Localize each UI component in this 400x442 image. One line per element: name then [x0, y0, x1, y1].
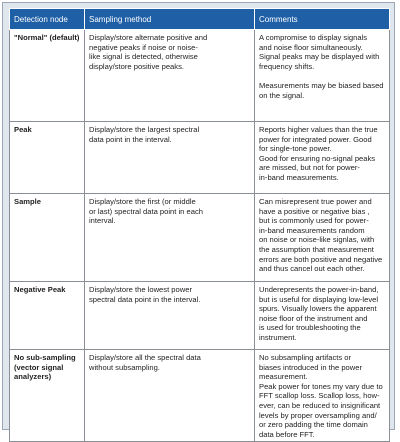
cell-mode: [10, 282, 85, 350]
table-row-sample: [10, 194, 390, 282]
comment-line: data before FFT.: [259, 429, 315, 439]
header-sampling-method: Sampling method: [85, 9, 255, 30]
cell-comments: [255, 122, 390, 194]
comment-line: the assumption that measurement: [259, 244, 374, 254]
cell-method: [85, 122, 255, 194]
cell-method: [85, 282, 255, 350]
method-line: Display/store alternate positive and: [89, 33, 208, 42]
comment-line: ever, can be reduced to insignificant: [259, 400, 381, 410]
comment-line: Good for ensuring no-signal peaks: [259, 153, 376, 163]
comment-line: have a positive or negative bias ,: [259, 206, 370, 216]
comment-line: No subsampling artifacts or: [259, 353, 352, 362]
method-line: Display/store the lowest power: [89, 285, 192, 294]
cell-method: [85, 30, 255, 122]
mode-text: Negative Peak: [14, 285, 66, 294]
comment-line: levels by proper oversampling and/: [259, 410, 377, 420]
method-line: or last) spectral data point in each: [89, 206, 203, 216]
cell-comments: [255, 350, 390, 442]
table-frame: [2, 2, 395, 439]
table-row-no-sub-sampling: [10, 350, 390, 442]
comment-line: biases introduced in the power: [259, 362, 363, 372]
table-row-negative-peak: [10, 282, 390, 350]
comment-line: are missed, but not for power-: [259, 163, 360, 173]
table-row-peak: [10, 122, 390, 194]
method-line: data point in the interval.: [89, 134, 172, 144]
comment-line: on the signal.: [259, 90, 305, 100]
comment-line: in-band measurements random: [259, 225, 365, 235]
comment-line: Peak power for tones my vary due to: [259, 381, 383, 391]
comment-line: errors are both positive and negative: [259, 254, 383, 264]
cell-method: [85, 194, 255, 282]
comment-line: is used for troubleshooting the: [259, 323, 361, 333]
method-line: Display/store all the spectral data: [89, 353, 201, 362]
comment-line: FFT scallop loss. Scallop loss, how-: [259, 391, 380, 401]
cell-mode: [10, 30, 85, 122]
cell-comments: [255, 282, 390, 350]
comment-line: spurs. Visually lowers the apparent: [259, 304, 377, 314]
comment-line: measurement.: [259, 372, 308, 382]
comment-line: but is useful for displaying low-level: [259, 294, 379, 304]
comment-line: frequency shifts.: [259, 61, 315, 71]
method-line: like signal is detected, otherwise: [89, 52, 198, 62]
mode-text: Sample: [14, 197, 42, 206]
comment-line: Underepresents the power-in-band,: [259, 285, 379, 294]
comment-line: on noise or noise-like signlas, with: [259, 235, 375, 245]
comment-line: or zero padding the time domain: [259, 420, 368, 430]
table-row-normal: [10, 30, 390, 122]
comment-line: Reports higher values than the true: [259, 125, 378, 134]
mode-text: No sub-sampling: [14, 353, 76, 362]
comment-line: Signal peaks may be displayed with: [259, 52, 380, 62]
comment-line: and thus cancel out each other.: [259, 264, 365, 274]
comment-line: but is commonly used for power-: [259, 216, 369, 226]
cell-comments: [255, 30, 390, 122]
comment-line: for single-tone power.: [259, 144, 332, 154]
comment-line: Measurements may be biased based: [259, 81, 384, 91]
cell-comments: [255, 194, 390, 282]
mode-text: Peak: [14, 125, 32, 134]
cell-mode: [10, 122, 85, 194]
comment-line: power for integrated power. Good: [259, 134, 372, 144]
cell-mode: [10, 194, 85, 282]
comment-line: in-band measurements.: [259, 172, 339, 182]
cell-mode: [10, 350, 85, 442]
table-header-row: [10, 9, 390, 30]
method-line: negative peaks if noise or noise-: [89, 42, 198, 52]
detection-modes-table: [9, 8, 390, 442]
method-line: spectral data point in the interval.: [89, 294, 201, 304]
method-line: Display/store the first (or middle: [89, 197, 196, 206]
method-line: interval.: [89, 216, 116, 226]
comment-line: Can misrepresent true power and: [259, 197, 372, 206]
comment-line: and noise floor simultaneously.: [259, 42, 363, 52]
comment-line: instrument.: [259, 332, 297, 342]
cell-method: [85, 350, 255, 442]
mode-text: (vector signal analyzers): [14, 362, 64, 382]
mode-text: "Normal" (default): [14, 33, 80, 42]
comment-line: noise floor of the instrument and: [259, 313, 368, 323]
method-line: display/store positive peaks.: [89, 61, 184, 71]
header-detection-node: Detection node: [10, 9, 85, 30]
method-line: without subsampling.: [89, 362, 160, 372]
header-comments: Comments: [255, 9, 390, 30]
method-line: Display/store the largest spectral: [89, 125, 200, 134]
comment-line: A compromise to display signals: [259, 33, 368, 42]
